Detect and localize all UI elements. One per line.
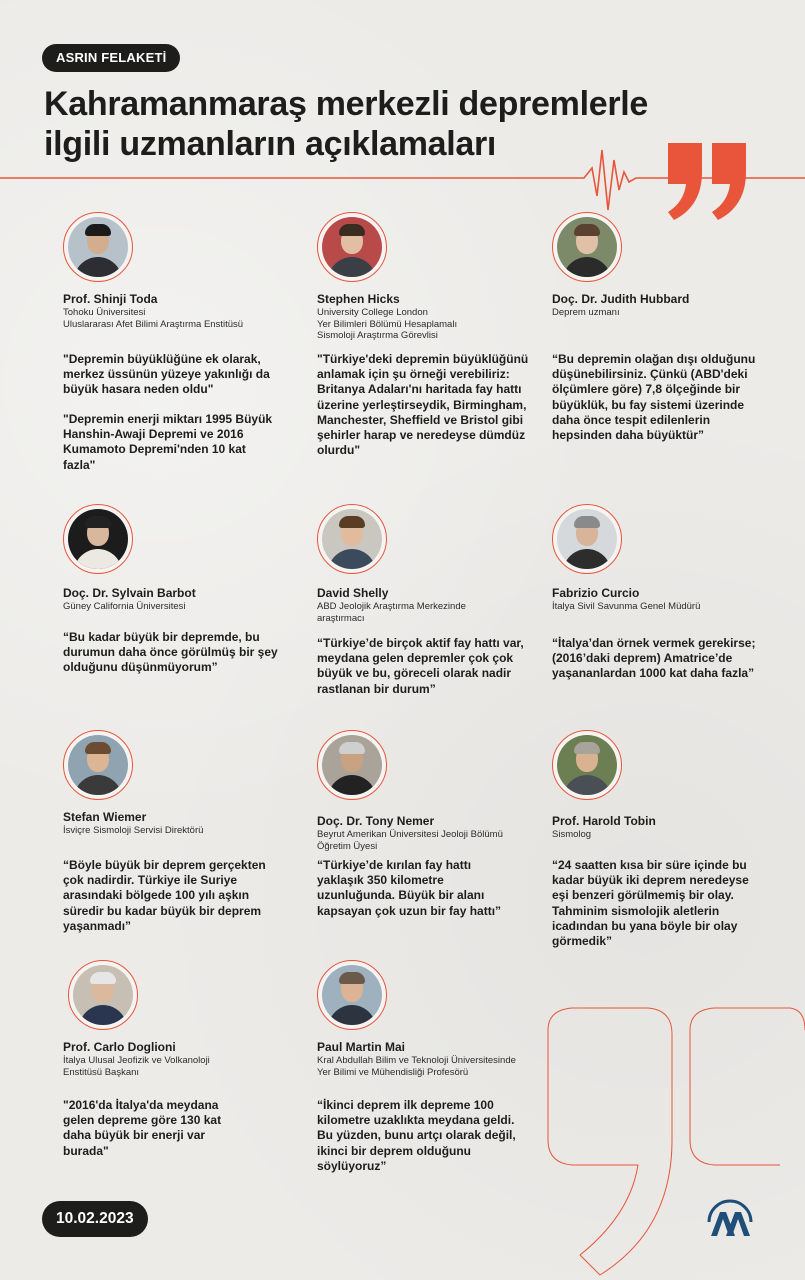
expert-quote: "2016'da İtalya'da meydana gelen depreme göre 130 kat daha büyük bir enerji var burada" <box>63 1098 222 1158</box>
portrait-photo <box>322 965 382 1025</box>
expert-name: Fabrizio Curcio <box>552 586 640 600</box>
agency-logo-icon <box>706 1198 754 1240</box>
date-badge: 10.02.2023 <box>42 1201 148 1237</box>
portrait-photo <box>73 965 133 1025</box>
expert-name: Doç. Dr. Judith Hubbard <box>552 292 690 306</box>
expert-quote: “Bu depremin olağan dışı olduğunu düşünebilirsiniz. Çünkü (ABD'deki ölçümlere göre) 7,8 ölçeğinde bir büyüklük, bu fay sistemi üzerinde daha önce tespit edilenlerin hepsinden daha büyüktür” <box>552 352 756 443</box>
expert-name: Prof. Shinji Toda <box>63 292 158 306</box>
expert-name: Doç. Dr. Tony Nemer <box>317 814 435 828</box>
portrait-photo <box>557 735 617 795</box>
avatar <box>317 960 387 1030</box>
expert-role: Sismolog <box>552 829 592 840</box>
expert-quote: “Türkiye’de birçok aktif fay hattı var, meydana gelen depremler çok çok büyük ve bu, göreceli olarak nadir rastlanan bir durum” <box>317 636 524 696</box>
portrait-photo <box>557 217 617 277</box>
avatar <box>68 960 138 1030</box>
expert-role: İtalya Ulusal Jeofizik ve Volkanoloji Enstitüsü Başkanı <box>63 1055 210 1078</box>
quote-marks-icon <box>668 143 746 220</box>
expert-quote-2: "Depremin enerji miktarı 1995 Büyük Hanshin-Awaji Depremi ve 2016 Kumamoto Depremi'nden 10 kat fazla" <box>63 412 273 472</box>
portrait-photo <box>68 217 128 277</box>
avatar <box>63 504 133 574</box>
avatar <box>63 212 133 282</box>
expert-role: ABD Jeolojik Araştırma Merkezinde araştırmacı <box>317 601 466 624</box>
expert-name: Paul Martin Mai <box>317 1040 406 1054</box>
portrait-photo <box>68 735 128 795</box>
portrait-photo <box>68 509 128 569</box>
expert-role: Deprem uzmanı <box>552 307 620 318</box>
avatar <box>552 212 622 282</box>
expert-name: David Shelly <box>317 586 389 600</box>
expert-quote: “İtalya’dan örnek vermek gerekirse; (2016’daki deprem) Amatrice’de yaşananlardan 1000 kat daha fazla” <box>552 636 756 681</box>
expert-role: İtalya Sivil Savunma Genel Müdürü <box>552 601 701 612</box>
portrait-photo <box>322 217 382 277</box>
expert-quote: “Bu kadar büyük bir depremde, bu durumun daha önce görülmüş bir şey olduğunu düşünmüyorum” <box>63 630 278 675</box>
avatar <box>552 730 622 800</box>
expert-role: Kral Abdullah Bilim ve Teknoloji Üniversitesinde Yer Bilimi ve Mühendisliği Profesörü <box>317 1055 516 1078</box>
expert-quote: “İkinci deprem ilk depreme 100 kilometre uzaklıkta meydana geldi. Bu yüzden, bunu artçı olarak değil, ikinci bir deprem olduğunu söylüyoruz” <box>317 1098 516 1173</box>
portrait-photo <box>322 509 382 569</box>
expert-quote: “24 saatten kısa bir süre içinde bu kadar büyük iki deprem neredeyse eşi benzeri görülmemiş bir olay. Tahminim sismolojik aletlerin icadından bu yana böyle bir olay görmedik” <box>552 858 749 949</box>
portrait-photo <box>557 509 617 569</box>
avatar <box>317 504 387 574</box>
title-line-1: Kahramanmaraş merkezli depremlerle <box>44 85 649 123</box>
category-badge: ASRIN FELAKETİ <box>42 44 180 72</box>
avatar <box>317 730 387 800</box>
expert-role: İsviçre Sismoloji Servisi Direktörü <box>63 825 204 836</box>
avatar <box>317 212 387 282</box>
expert-role: Güney California Üniversitesi <box>63 601 186 612</box>
expert-name: Doç. Dr. Sylvain Barbot <box>63 586 196 600</box>
avatar <box>552 504 622 574</box>
expert-role: Tohoku Üniversitesi Uluslararası Afet Bilimi Araştırma Enstitüsü <box>63 307 244 330</box>
outline-quote-icon <box>548 1008 805 1275</box>
expert-role: Beyrut Amerikan Üniversitesi Jeoloji Bölümü Öğretim Üyesi <box>317 829 503 852</box>
expert-quote: "Depremin büyüklüğüne ek olarak, merkez üssünün yüzeye yakınlığı da büyük hasara neden oldu" <box>63 352 270 397</box>
expert-quote: "Türkiye'deki depremin büyüklüğünü anlamak için şu örneği verebiliriz: Britanya Adaları'nı haritada fay hattı üzerine yerleştirseydik, Birmingham, Manchester, Sheffield ve Bristol gibi şehirler harap ve neredeyse dümdüz olurdu" <box>317 352 529 458</box>
expert-name: Prof. Carlo Doglioni <box>63 1040 176 1054</box>
page-title <box>44 84 648 164</box>
expert-name: Stefan Wiemer <box>63 810 147 824</box>
title-line-2: ilgili uzmanların açıklamaları <box>44 125 497 163</box>
expert-name: Prof. Harold Tobin <box>552 814 656 828</box>
portrait-photo <box>322 735 382 795</box>
expert-quote: “Böyle büyük bir deprem gerçekten çok nadirdir. Türkiye ile Suriye arasındaki bölgede 100 yılı aşkın süredir bu kadar büyük bir deprem yaşanmadı” <box>63 858 266 933</box>
expert-name: Stephen Hicks <box>317 292 400 306</box>
expert-quote: “Türkiye’de kırılan fay hattı yaklaşık 350 kilometre uzunluğunda. Büyük bir alanı kapsayan çok uzun bir fay hattı” <box>317 858 502 918</box>
expert-role: University College London Yer Bilimleri Bölümü Hesaplamalı Sismoloji Araştırma Görevlisi <box>317 307 458 341</box>
avatar <box>63 730 133 800</box>
